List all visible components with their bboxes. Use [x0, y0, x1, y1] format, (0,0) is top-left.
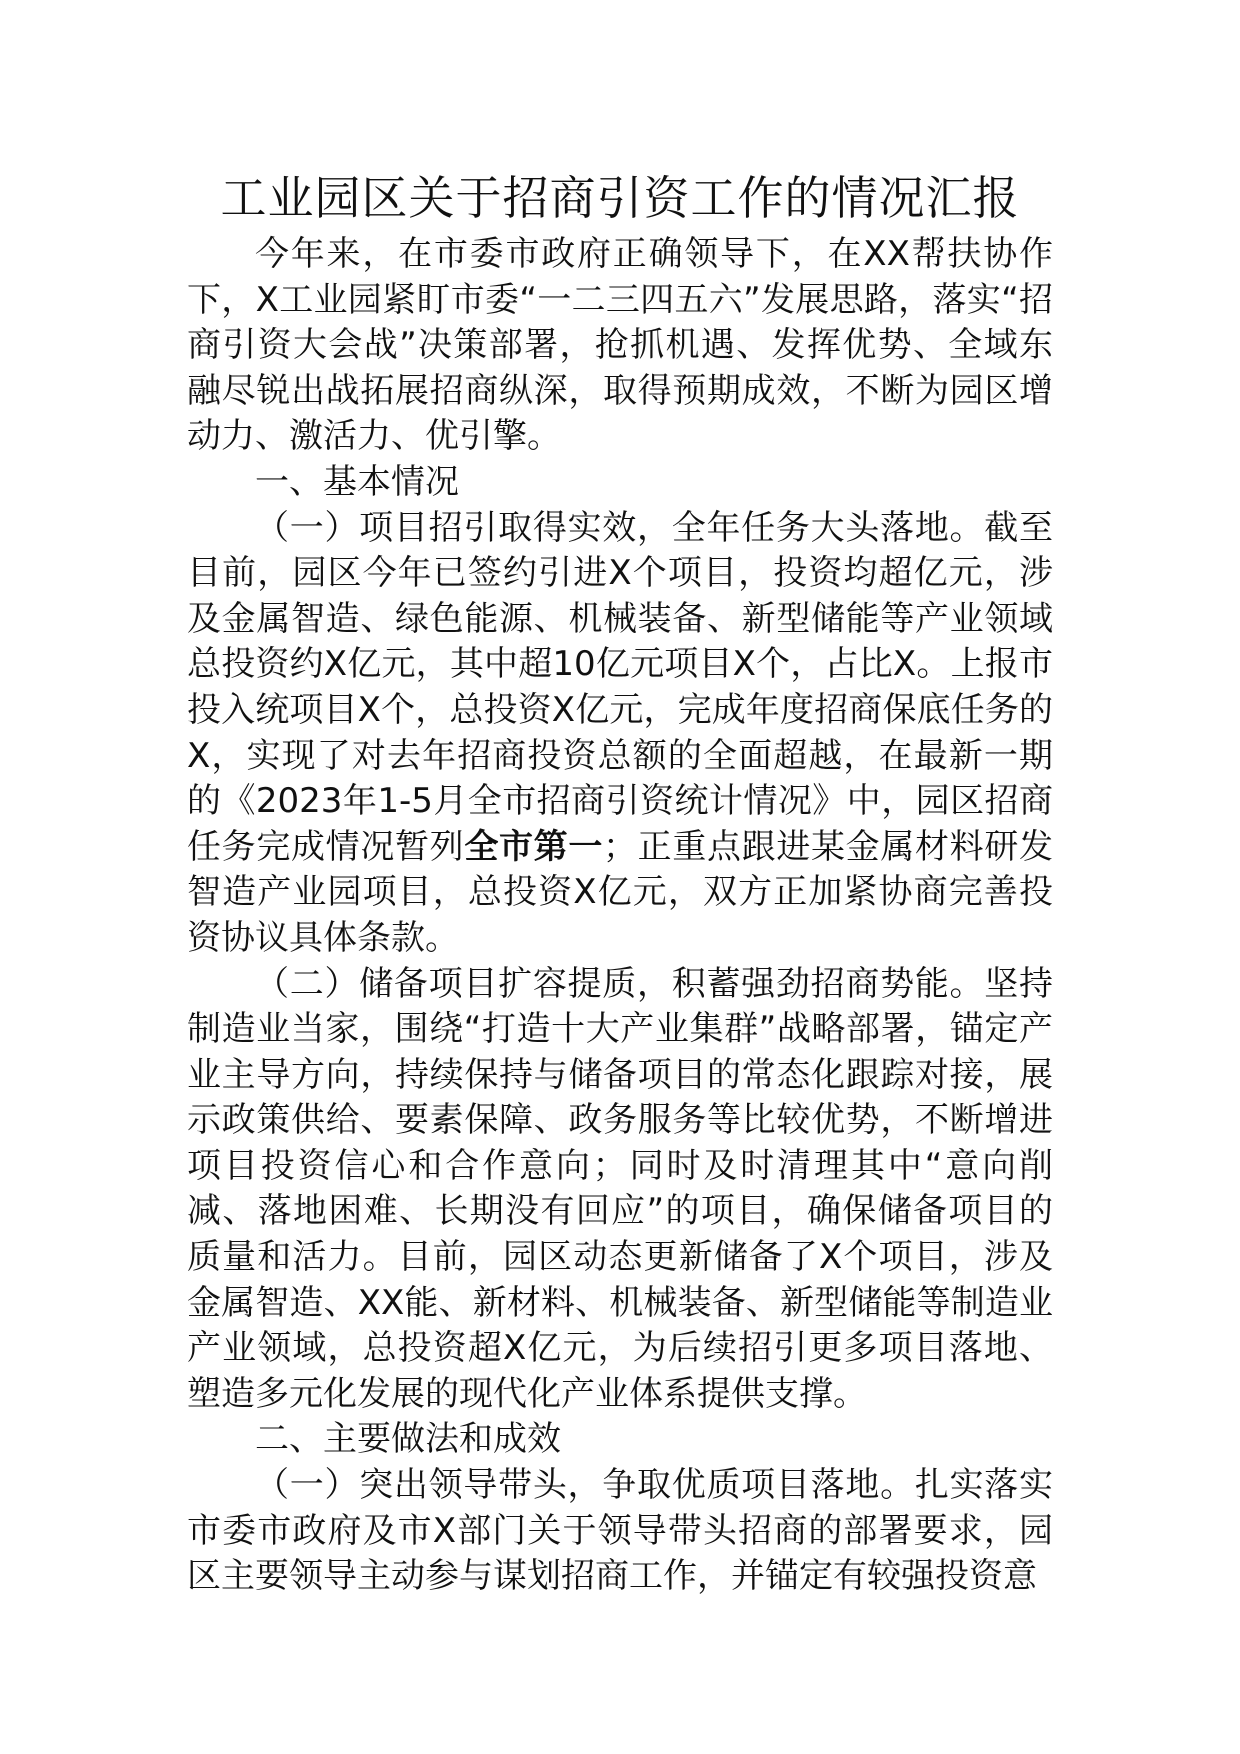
paragraph-leadership: （一）突出领导带头，争取优质项目落地。扎实落实市委市政府及市X部门关于领导带头招商的部署要求，园区主要领导主动参与谋划招商工作，并锚定有较强投资意 [187, 1465, 1053, 1597]
document-title: 工业园区关于招商引资工作的情况汇报 [220, 171, 1020, 225]
paragraph-project-results [187, 506, 1053, 962]
paragraph-reserve-projects: （二）储备项目扩容提质，积蓄强劲招商势能。坚持制造业当家，围绕“打造十大产业集群”战略部署，锚定产业主导方向，持续保持与储备项目的常态化跟踪对接，展示政策供给、要素保障、政务服务等比较优势，不断增进项目投资信心和合作意向；同时及时清理其中“意向削减、落地困难、长期没有回应”的项目，确保储备项目的质量和活力。目前，园区动态更新储备了X个项目，涉及金属智造、XX能、新材料、机械装备、新型储能等制造业产业领域，总投资超X亿元，为后续招引更多项目落地、塑造多元化发展的现代化产业体系提供支撑。 [187, 963, 1053, 1414]
intro-paragraph: 今年来，在市委市政府正确领导下，在XX帮扶协作下，X工业园紧盯市委“一二三四五六”发展思路，落实“招商引资大会战”决策部署，抢抓机遇、发挥优势、全域东融尽锐出战拓展招商纵深，取得预期成效，不断为园区增动力、激活力、优引擎。 [187, 234, 1053, 457]
paragraph-text: ；正重点跟进某金属材料研发智造产业园项目，总投资X亿元，双方正加紧协商完善投资协议具体条款。 [187, 826, 1054, 958]
paragraph-text: （一）项目招引取得实效，全年任务大头落地。截至目前，园区今年已签约引进X个项目，投资均超亿元，涉及金属智造、绿色能源、机械装备、新型储能等产业领域总投资约X亿元，其中超10亿元项目X个，占比X。上报市投入统项目X个，总投资X亿元，完成年度招商保底任务的X，实现了对去年招商投资总额的全面超越，在最新一期的《2023年1-5月全市招商引资统计情况》中，园区招商任务完成情况暂列 [187, 507, 1053, 867]
section-heading-basic: 一、基本情况 [255, 461, 459, 502]
ranking-emphasis: 全市第一 [464, 826, 604, 867]
document-page [187, 168, 1053, 1600]
section-heading-methods: 二、主要做法和成效 [255, 1419, 561, 1460]
